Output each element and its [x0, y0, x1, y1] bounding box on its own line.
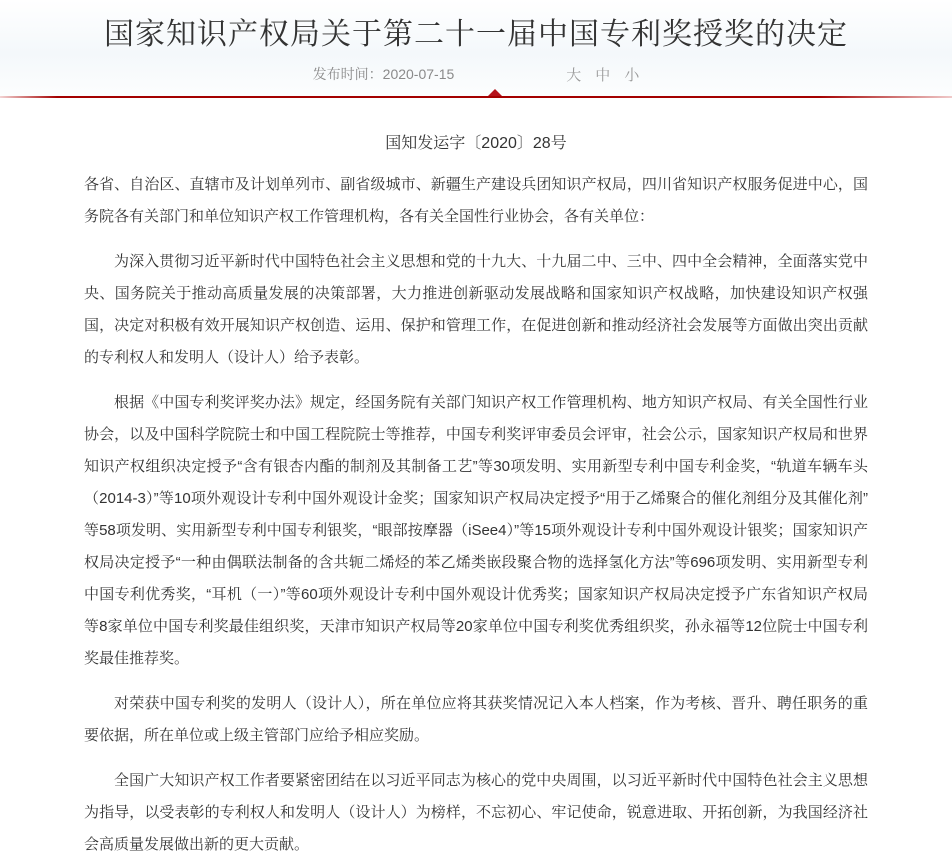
page-title: 国家知识产权局关于第二十一届中国专利奖授奖的决定	[104, 18, 848, 51]
paragraph-body: 根据《中国专利奖评奖办法》规定，经国务院有关部门知识产权工作管理机构、地方知识产权局、有关全国性行业协会，以及中国科学院院士和中国工程院院士等推荐，中国专利奖评审委员会评审，社会公示，国家知识产权局和世界知识产权组织决定授予“含有银杏内酯的制剂及其制备工艺”等30项发明、实用新型专利中国专利金奖，“轨道车辆车头（2014-3）”等10项外观设计专利中国外观设计金奖；国家知识产权局决定授予“用于乙烯聚合的催化剂组分及其催化剂”等58项发明、实用新型专利中国专利银奖，“眼部按摩器（iSee4）”等15项外观设计专利中国外观设计银奖；国家知识产权局决定授予“一种由偶联法制备的含共轭二烯烃的苯乙烯类嵌段聚合物的选择氢化方法”等696项发明、实用新型专利中国专利优秀奖，“耳机（一）”等60项外观设计专利中国外观设计优秀奖；国家知识产权局决定授予广东省知识产权局等8家单位中国专利奖最佳组织奖，天津市知识产权局等20家单位中国专利奖优秀组织奖，孙永福等12位院士中国专利奖最佳推荐奖。	[84, 394, 868, 667]
font-size-large-button[interactable]: 大	[566, 66, 582, 84]
article-header	[0, 0, 952, 98]
font-size-medium-button[interactable]: 中	[595, 66, 611, 84]
font-size-switch	[566, 64, 639, 85]
red-divider	[0, 96, 952, 98]
document-paragraphs	[84, 169, 868, 861]
meta-row	[0, 64, 952, 85]
document-number: 国知发运字〔2020〕28号	[385, 135, 567, 152]
font-size-small-button[interactable]: 小	[624, 66, 640, 84]
publish-time-label: 发布时间：	[312, 66, 383, 82]
paragraph-body: 全国广大知识产权工作者要紧密团结在以习近平同志为核心的党中央周围，以习近平新时代中国特色社会主义思想为指导，以受表彰的专利权人和发明人（设计人）为榜样，不忘初心、牢记使命，锐意进取、开拓创新，为我国经济社会高质量发展做出新的更大贡献。	[84, 772, 868, 853]
publish-time	[313, 64, 455, 84]
divider-arrow-icon	[488, 89, 502, 96]
paragraph-body: 为深入贯彻习近平新时代中国特色社会主义思想和党的十九大、十九届二中、三中、四中全会精神，全面落实党中央、国务院关于推动高质量发展的决策部署，大力推进创新驱动发展战略和国家知识产权战略，加快建设知识产权强国，决定对积极有效开展知识产权创造、运用、保护和管理工作，在促进创新和推动经济社会发展等方面做出突出贡献的专利权人和发明人（设计人）给予表彰。	[84, 253, 868, 366]
paragraph-salutation: 各省、自治区、直辖市及计划单列市、副省级城市、新疆生产建设兵团知识产权局，四川省知识产权服务促进中心，国务院各有关部门和单位知识产权工作管理机构，各有关全国性行业协会，各有关单位：	[84, 176, 868, 225]
article-body	[0, 130, 952, 861]
publish-date: 2020-07-15	[382, 66, 455, 82]
paragraph-body: 对荣获中国专利奖的发明人（设计人），所在单位应将其获奖情况记入本人档案，作为考核、晋升、聘任职务的重要依据，所在单位或上级主管部门应给予相应奖励。	[84, 695, 868, 744]
